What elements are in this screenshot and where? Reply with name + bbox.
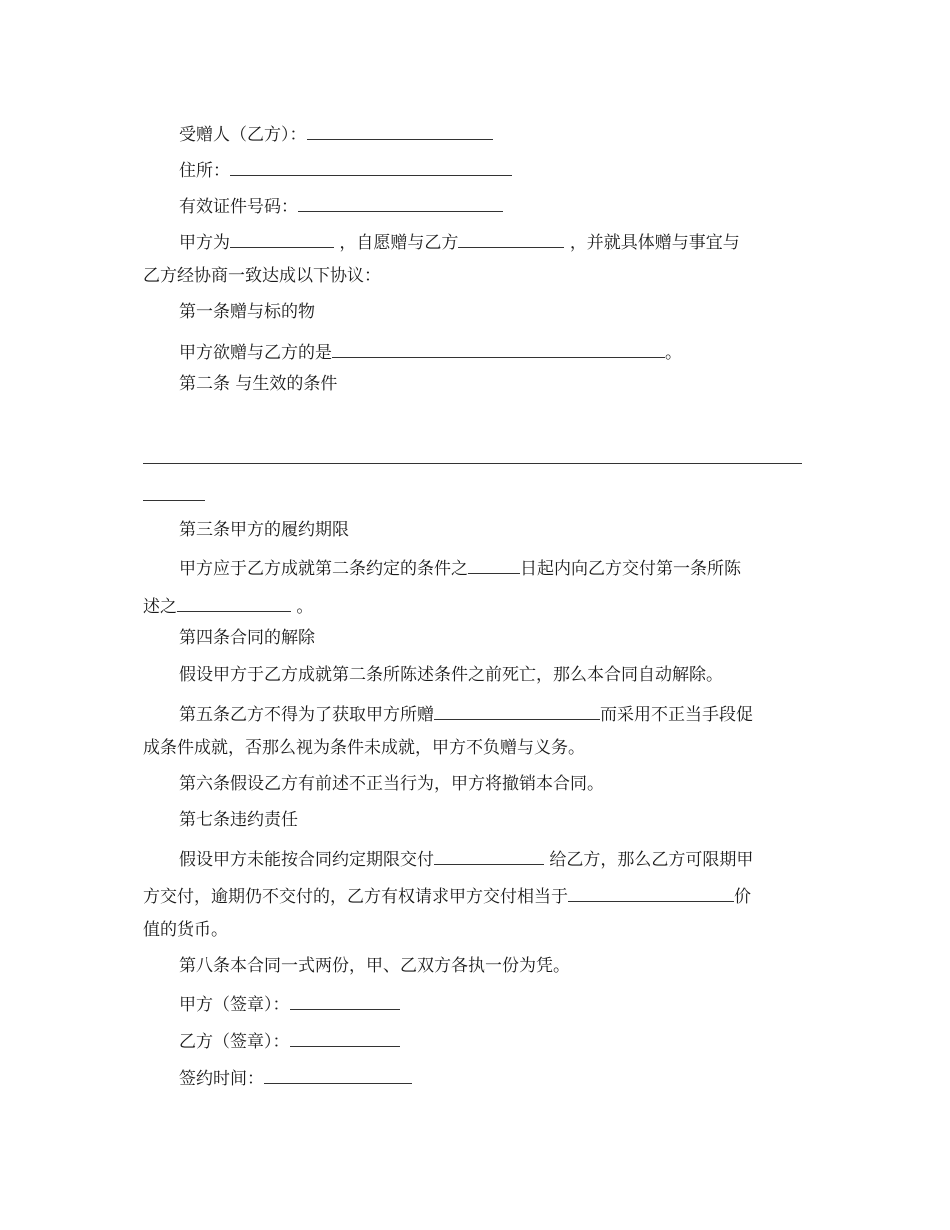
party-a-signature-line	[179, 992, 400, 1015]
recipient-label: 受赠人（乙方）：	[179, 125, 307, 145]
address-blank[interactable]	[230, 158, 512, 176]
sign-date-line	[179, 1066, 412, 1089]
party-b-signature-blank[interactable]	[290, 1029, 400, 1047]
article1-text-post: 。	[665, 343, 682, 363]
gift-obtain-blank[interactable]	[434, 702, 600, 720]
article3-text-1: 甲方应于乙方成就第二条约定的条件之	[179, 559, 468, 579]
article3-text-3: 述之	[143, 597, 177, 617]
article7-text-2: 给乙方，那么乙方可限期甲	[549, 850, 754, 870]
condition-blank-line-1[interactable]	[143, 463, 802, 464]
gift-object-blank[interactable]	[332, 340, 665, 358]
article3-text-2: 日起内向乙方交付第一条所陈	[520, 559, 741, 579]
article2-title: 第二条 与生效的条件	[179, 374, 338, 394]
article7-line-1	[179, 847, 753, 870]
article6-text: 第六条假设乙方有前述不正当行为，甲方将撤销本合同。	[179, 774, 604, 794]
article7-text-1: 假设甲方未能按合同约定期限交付	[179, 850, 434, 870]
article7-line-3: 值的货币。	[143, 920, 228, 940]
party-b-signature-line	[179, 1029, 400, 1052]
intro-text-1: 甲方为	[179, 233, 230, 253]
article3-text-4: 。	[296, 597, 314, 617]
article3-title: 第三条甲方的履约期限	[179, 520, 349, 540]
gift-blank[interactable]	[458, 230, 564, 248]
delivery-blank[interactable]	[177, 594, 291, 612]
article4-title: 第四条合同的解除	[179, 628, 315, 648]
article3-line-1	[179, 556, 741, 579]
recipient-blank[interactable]	[307, 122, 493, 140]
article7-text-3: 方交付，逾期仍不交付的，乙方有权请求甲方交付相当于	[143, 887, 568, 907]
address-line	[179, 158, 512, 181]
article5-text-1: 第五条乙方不得为了获取甲方所赠	[179, 705, 434, 725]
value-blank[interactable]	[568, 884, 734, 902]
article7-line-2	[143, 884, 751, 907]
intro-line-2: 乙方经协商一致达成以下协议：	[143, 266, 381, 286]
article8-text: 第八条本合同一式两份，甲、乙双方各执一份为凭。	[179, 956, 570, 976]
article7-title: 第七条违约责任	[179, 810, 298, 830]
intro-text-3: ，并就具体赠与事宜与	[569, 233, 740, 253]
id-line	[179, 194, 503, 217]
article1-text-pre: 甲方欲赠与乙方的是	[179, 343, 332, 363]
recipient-line	[179, 122, 493, 145]
days-blank[interactable]	[468, 556, 520, 574]
donor-blank[interactable]	[230, 230, 334, 248]
address-label: 住所：	[179, 161, 230, 181]
delivery-item-blank[interactable]	[434, 847, 544, 865]
article1-text	[179, 340, 682, 363]
article3-line-2	[143, 594, 313, 617]
article5-line-2: 成条件成就，否那么视为条件未成就，甲方不负赠与义务。	[143, 738, 585, 758]
article5-text-2: 而采用不正当手段促	[600, 705, 753, 725]
article4-text: 假设甲方于乙方成就第二条所陈述条件之前死亡，那么本合同自动解除。	[179, 665, 723, 685]
article5-line-1	[179, 702, 753, 725]
intro-text-2: ，自愿赠与乙方	[339, 233, 459, 253]
sign-date-label: 签约时间：	[179, 1069, 264, 1089]
article1-title: 第一条赠与标的物	[179, 302, 315, 322]
intro-line-1	[179, 230, 740, 253]
sign-date-blank[interactable]	[264, 1066, 412, 1084]
party-a-label: 甲方（签章）：	[179, 995, 290, 1015]
party-a-signature-blank[interactable]	[290, 992, 400, 1010]
id-label: 有效证件号码：	[179, 197, 298, 217]
party-b-label: 乙方（签章）：	[179, 1032, 290, 1052]
id-blank[interactable]	[298, 194, 503, 212]
article7-text-4: 价	[734, 887, 751, 907]
condition-blank-line-2[interactable]	[143, 500, 205, 501]
